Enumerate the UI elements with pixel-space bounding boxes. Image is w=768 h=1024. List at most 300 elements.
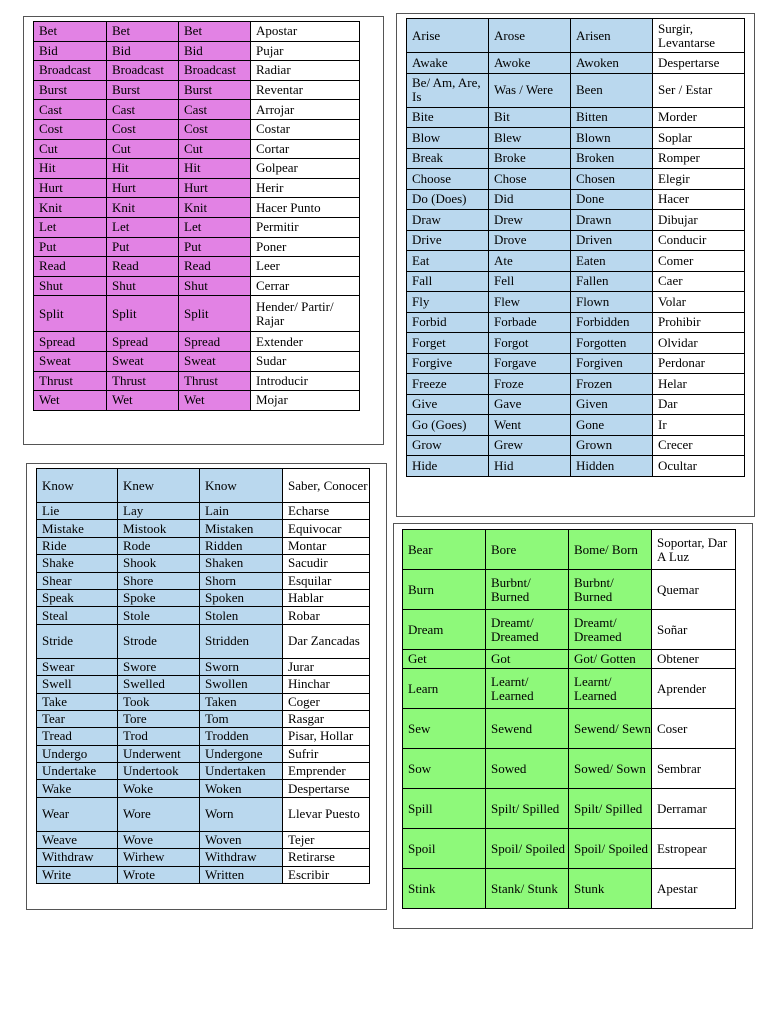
spanish-cell: Romper bbox=[653, 148, 745, 169]
infinitive-cell: Blow bbox=[407, 128, 489, 149]
table-row bbox=[34, 332, 360, 352]
table-row bbox=[34, 371, 360, 391]
table-row bbox=[407, 148, 745, 169]
past-simple-cell: Took bbox=[118, 693, 200, 710]
table-row bbox=[34, 198, 360, 218]
past-simple-cell: Spoil/ Spoiled bbox=[486, 829, 569, 869]
table-row bbox=[37, 658, 370, 675]
spanish-cell: Hender/ Partir/ Rajar bbox=[251, 296, 360, 332]
spanish-cell: Escribir bbox=[283, 866, 370, 883]
infinitive-cell: Cut bbox=[34, 139, 107, 159]
past-participle-cell: Blown bbox=[571, 128, 653, 149]
table-row bbox=[403, 650, 736, 669]
spanish-cell: Apestar bbox=[652, 869, 736, 909]
past-simple-cell: Shut bbox=[107, 276, 179, 296]
table-row bbox=[407, 107, 745, 128]
infinitive-cell: Grow bbox=[407, 435, 489, 456]
pink-verb-table bbox=[33, 21, 360, 411]
past-participle-cell: Stridden bbox=[200, 624, 283, 658]
spanish-cell: Comer bbox=[653, 251, 745, 272]
past-participle-cell: Burbnt/ Burned bbox=[569, 570, 652, 610]
spanish-cell: Dar Zancadas bbox=[283, 624, 370, 658]
table-row bbox=[34, 61, 360, 81]
past-participle-cell: Put bbox=[179, 237, 251, 257]
spanish-cell: Rasgar bbox=[283, 710, 370, 727]
table-row bbox=[407, 230, 745, 251]
infinitive-cell: Speak bbox=[37, 589, 118, 606]
past-participle-cell: Let bbox=[179, 217, 251, 237]
spanish-cell: Hablar bbox=[283, 589, 370, 606]
blue-verb-table-bottom bbox=[36, 468, 370, 884]
table-row bbox=[37, 589, 370, 606]
past-participle-cell: Bome/ Born bbox=[569, 530, 652, 570]
infinitive-cell: Bet bbox=[34, 22, 107, 42]
infinitive-cell: Wake bbox=[37, 780, 118, 797]
table-row bbox=[403, 749, 736, 789]
past-participle-cell: Bet bbox=[179, 22, 251, 42]
past-participle-cell: Swollen bbox=[200, 676, 283, 693]
infinitive-cell: Dream bbox=[403, 610, 486, 650]
past-participle-cell: Done bbox=[571, 189, 653, 210]
table-row bbox=[37, 797, 370, 831]
table-row bbox=[37, 503, 370, 520]
spanish-cell: Radiar bbox=[251, 61, 360, 81]
spanish-cell: Quemar bbox=[652, 570, 736, 610]
spanish-cell: Crecer bbox=[653, 435, 745, 456]
spanish-cell: Echarse bbox=[283, 503, 370, 520]
past-simple-cell: Got bbox=[486, 650, 569, 669]
past-simple-cell: Drew bbox=[489, 210, 571, 231]
infinitive-cell: Tread bbox=[37, 728, 118, 745]
spanish-cell: Sacudir bbox=[283, 555, 370, 572]
past-simple-cell: Cost bbox=[107, 119, 179, 139]
past-participle-cell: Thrust bbox=[179, 371, 251, 391]
past-simple-cell: Forgave bbox=[489, 353, 571, 374]
infinitive-cell: Go (Goes) bbox=[407, 415, 489, 436]
past-simple-cell: Fell bbox=[489, 271, 571, 292]
infinitive-cell: Hurt bbox=[34, 178, 107, 198]
infinitive-cell: Spoil bbox=[403, 829, 486, 869]
past-participle-cell: Given bbox=[571, 394, 653, 415]
spanish-cell: Hinchar bbox=[283, 676, 370, 693]
past-simple-cell: Wet bbox=[107, 391, 179, 411]
table-row bbox=[34, 178, 360, 198]
infinitive-cell: Shake bbox=[37, 555, 118, 572]
past-participle-cell: Awoken bbox=[571, 53, 653, 74]
table-row bbox=[407, 189, 745, 210]
table-row bbox=[407, 394, 745, 415]
spanish-cell: Aprender bbox=[652, 669, 736, 709]
infinitive-cell: Broadcast bbox=[34, 61, 107, 81]
table-row bbox=[37, 849, 370, 866]
infinitive-cell: Bear bbox=[403, 530, 486, 570]
past-simple-cell: Learnt/ Learned bbox=[486, 669, 569, 709]
spanish-cell: Morder bbox=[653, 107, 745, 128]
past-simple-cell: Burbnt/ Burned bbox=[486, 570, 569, 610]
infinitive-cell: Shut bbox=[34, 276, 107, 296]
past-simple-cell: Swelled bbox=[118, 676, 200, 693]
past-participle-cell: Tom bbox=[200, 710, 283, 727]
past-simple-cell: Hurt bbox=[107, 178, 179, 198]
infinitive-cell: Sow bbox=[403, 749, 486, 789]
spanish-cell: Conducir bbox=[653, 230, 745, 251]
spanish-cell: Robar bbox=[283, 607, 370, 624]
spanish-cell: Esquilar bbox=[283, 572, 370, 589]
past-simple-cell: Bet bbox=[107, 22, 179, 42]
past-participle-cell: Hurt bbox=[179, 178, 251, 198]
table-row bbox=[37, 693, 370, 710]
past-participle-cell: Knit bbox=[179, 198, 251, 218]
table-row bbox=[37, 676, 370, 693]
past-participle-cell: Written bbox=[200, 866, 283, 883]
past-simple-cell: Bid bbox=[107, 41, 179, 61]
table-row bbox=[403, 669, 736, 709]
infinitive-cell: Mistake bbox=[37, 520, 118, 537]
spanish-cell: Prohibir bbox=[653, 312, 745, 333]
infinitive-cell: Wear bbox=[37, 797, 118, 831]
spanish-cell: Soplar bbox=[653, 128, 745, 149]
past-simple-cell: Knit bbox=[107, 198, 179, 218]
spanish-cell: Coger bbox=[283, 693, 370, 710]
past-simple-cell: Thrust bbox=[107, 371, 179, 391]
infinitive-cell: Thrust bbox=[34, 371, 107, 391]
table-row bbox=[407, 128, 745, 149]
past-simple-cell: Forbade bbox=[489, 312, 571, 333]
past-participle-cell: Trodden bbox=[200, 728, 283, 745]
past-simple-cell: Sewend bbox=[486, 709, 569, 749]
past-participle-cell: Sworn bbox=[200, 658, 283, 675]
past-simple-cell: Split bbox=[107, 296, 179, 332]
spanish-cell: Helar bbox=[653, 374, 745, 395]
infinitive-cell: Hide bbox=[407, 456, 489, 477]
table-row bbox=[37, 763, 370, 780]
past-simple-cell: Cut bbox=[107, 139, 179, 159]
infinitive-cell: Awake bbox=[407, 53, 489, 74]
blue-verb-card-top bbox=[396, 13, 755, 517]
past-participle-cell: Undertaken bbox=[200, 763, 283, 780]
past-participle-cell: Fallen bbox=[571, 271, 653, 292]
infinitive-cell: Stride bbox=[37, 624, 118, 658]
spanish-cell: Volar bbox=[653, 292, 745, 313]
past-simple-cell: Read bbox=[107, 257, 179, 277]
spanish-cell: Introducir bbox=[251, 371, 360, 391]
spanish-cell: Perdonar bbox=[653, 353, 745, 374]
spanish-cell: Dar bbox=[653, 394, 745, 415]
past-simple-cell: Ate bbox=[489, 251, 571, 272]
past-participle-cell: Stunk bbox=[569, 869, 652, 909]
past-participle-cell: Gone bbox=[571, 415, 653, 436]
past-participle-cell: Spilt/ Spilled bbox=[569, 789, 652, 829]
past-simple-cell: Undertook bbox=[118, 763, 200, 780]
table-row bbox=[37, 780, 370, 797]
spanish-cell: Ser / Estar bbox=[653, 73, 745, 107]
past-participle-cell: Spread bbox=[179, 332, 251, 352]
spanish-cell: Emprender bbox=[283, 763, 370, 780]
past-simple-cell: Froze bbox=[489, 374, 571, 395]
table-row bbox=[34, 22, 360, 42]
table-row bbox=[34, 41, 360, 61]
spanish-cell: Permitir bbox=[251, 217, 360, 237]
table-row bbox=[407, 333, 745, 354]
table-row bbox=[34, 139, 360, 159]
past-participle-cell: Lain bbox=[200, 503, 283, 520]
spanish-cell: Herir bbox=[251, 178, 360, 198]
table-row bbox=[407, 435, 745, 456]
table-row bbox=[407, 169, 745, 190]
pink-verb-card bbox=[23, 16, 384, 445]
past-participle-cell: Broadcast bbox=[179, 61, 251, 81]
infinitive-cell: Put bbox=[34, 237, 107, 257]
past-simple-cell: Grew bbox=[489, 435, 571, 456]
past-simple-cell: Stank/ Stunk bbox=[486, 869, 569, 909]
past-participle-cell: Burst bbox=[179, 80, 251, 100]
past-simple-cell: Awoke bbox=[489, 53, 571, 74]
spanish-cell: Ir bbox=[653, 415, 745, 436]
past-simple-cell: Was / Were bbox=[489, 73, 571, 107]
infinitive-cell: Read bbox=[34, 257, 107, 277]
spanish-cell: Extender bbox=[251, 332, 360, 352]
past-participle-cell: Mistaken bbox=[200, 520, 283, 537]
spanish-cell: Sudar bbox=[251, 351, 360, 371]
spanish-cell: Sembrar bbox=[652, 749, 736, 789]
green-verb-table bbox=[402, 529, 736, 909]
infinitive-cell: Burst bbox=[34, 80, 107, 100]
infinitive-cell: Freeze bbox=[407, 374, 489, 395]
past-simple-cell: Put bbox=[107, 237, 179, 257]
spanish-cell: Coser bbox=[652, 709, 736, 749]
spanish-cell: Hacer Punto bbox=[251, 198, 360, 218]
infinitive-cell: Fly bbox=[407, 292, 489, 313]
spanish-cell: Arrojar bbox=[251, 100, 360, 120]
infinitive-cell: Spill bbox=[403, 789, 486, 829]
spanish-cell: Hacer bbox=[653, 189, 745, 210]
past-simple-cell: Blew bbox=[489, 128, 571, 149]
infinitive-cell: Drive bbox=[407, 230, 489, 251]
past-simple-cell: Cast bbox=[107, 100, 179, 120]
spanish-cell: Pisar, Hollar bbox=[283, 728, 370, 745]
infinitive-cell: Ride bbox=[37, 537, 118, 554]
spanish-cell: Cerrar bbox=[251, 276, 360, 296]
table-row bbox=[37, 469, 370, 503]
past-participle-cell: Drawn bbox=[571, 210, 653, 231]
infinitive-cell: Burn bbox=[403, 570, 486, 610]
past-participle-cell: Wet bbox=[179, 391, 251, 411]
infinitive-cell: Undertake bbox=[37, 763, 118, 780]
spanish-cell: Soñar bbox=[652, 610, 736, 650]
spanish-cell: Soportar, Dar A Luz bbox=[652, 530, 736, 570]
past-participle-cell: Taken bbox=[200, 693, 283, 710]
spanish-cell: Mojar bbox=[251, 391, 360, 411]
infinitive-cell: Withdraw bbox=[37, 849, 118, 866]
spanish-cell: Despertarse bbox=[283, 780, 370, 797]
past-participle-cell: Frozen bbox=[571, 374, 653, 395]
past-participle-cell: Cut bbox=[179, 139, 251, 159]
past-simple-cell: Sweat bbox=[107, 351, 179, 371]
past-simple-cell: Spread bbox=[107, 332, 179, 352]
past-participle-cell: Sewend/ Sewn bbox=[569, 709, 652, 749]
infinitive-cell: Hit bbox=[34, 159, 107, 179]
table-row bbox=[37, 537, 370, 554]
infinitive-cell: Fall bbox=[407, 271, 489, 292]
infinitive-cell: Steal bbox=[37, 607, 118, 624]
table-row bbox=[407, 415, 745, 436]
infinitive-cell: Know bbox=[37, 469, 118, 503]
past-participle-cell: Know bbox=[200, 469, 283, 503]
table-row bbox=[34, 80, 360, 100]
infinitive-cell: Weave bbox=[37, 831, 118, 848]
spanish-cell: Golpear bbox=[251, 159, 360, 179]
past-simple-cell: Tore bbox=[118, 710, 200, 727]
infinitive-cell: Shear bbox=[37, 572, 118, 589]
past-simple-cell: Wrote bbox=[118, 866, 200, 883]
past-simple-cell: Arose bbox=[489, 19, 571, 53]
past-simple-cell: Gave bbox=[489, 394, 571, 415]
infinitive-cell: Lie bbox=[37, 503, 118, 520]
past-simple-cell: Hid bbox=[489, 456, 571, 477]
past-participle-cell: Shut bbox=[179, 276, 251, 296]
table-row bbox=[407, 210, 745, 231]
spanish-cell: Llevar Puesto bbox=[283, 797, 370, 831]
past-participle-cell: Forbidden bbox=[571, 312, 653, 333]
table-row bbox=[34, 159, 360, 179]
past-simple-cell: Drove bbox=[489, 230, 571, 251]
past-simple-cell: Wirhew bbox=[118, 849, 200, 866]
infinitive-cell: Take bbox=[37, 693, 118, 710]
past-participle-cell: Undergone bbox=[200, 745, 283, 762]
infinitive-cell: Tear bbox=[37, 710, 118, 727]
infinitive-cell: Break bbox=[407, 148, 489, 169]
past-simple-cell: Shore bbox=[118, 572, 200, 589]
table-row bbox=[407, 374, 745, 395]
past-simple-cell: Stole bbox=[118, 607, 200, 624]
table-row bbox=[37, 607, 370, 624]
past-participle-cell: Learnt/ Learned bbox=[569, 669, 652, 709]
table-row bbox=[403, 570, 736, 610]
past-simple-cell: Swore bbox=[118, 658, 200, 675]
infinitive-cell: Eat bbox=[407, 251, 489, 272]
past-simple-cell: Burst bbox=[107, 80, 179, 100]
past-simple-cell: Underwent bbox=[118, 745, 200, 762]
infinitive-cell: Swear bbox=[37, 658, 118, 675]
past-participle-cell: Hidden bbox=[571, 456, 653, 477]
past-participle-cell: Sweat bbox=[179, 351, 251, 371]
table-row bbox=[407, 456, 745, 477]
infinitive-cell: Be/ Am, Are, Is bbox=[407, 73, 489, 107]
past-simple-cell: Rode bbox=[118, 537, 200, 554]
past-participle-cell: Worn bbox=[200, 797, 283, 831]
infinitive-cell: Cost bbox=[34, 119, 107, 139]
past-simple-cell: Did bbox=[489, 189, 571, 210]
table-row bbox=[37, 745, 370, 762]
infinitive-cell: Bite bbox=[407, 107, 489, 128]
infinitive-cell: Forbid bbox=[407, 312, 489, 333]
past-simple-cell: Woke bbox=[118, 780, 200, 797]
infinitive-cell: Draw bbox=[407, 210, 489, 231]
spanish-cell: Costar bbox=[251, 119, 360, 139]
past-participle-cell: Chosen bbox=[571, 169, 653, 190]
past-simple-cell: Knew bbox=[118, 469, 200, 503]
table-row bbox=[403, 610, 736, 650]
spanish-cell: Derramar bbox=[652, 789, 736, 829]
spanish-cell: Ocultar bbox=[653, 456, 745, 477]
past-participle-cell: Driven bbox=[571, 230, 653, 251]
past-participle-cell: Been bbox=[571, 73, 653, 107]
table-row bbox=[407, 312, 745, 333]
infinitive-cell: Learn bbox=[403, 669, 486, 709]
past-simple-cell: Spoke bbox=[118, 589, 200, 606]
blue-verb-table-top bbox=[406, 18, 745, 477]
past-participle-cell: Read bbox=[179, 257, 251, 277]
table-row bbox=[34, 100, 360, 120]
table-row bbox=[407, 251, 745, 272]
infinitive-cell: Swell bbox=[37, 676, 118, 693]
spanish-cell: Despertarse bbox=[653, 53, 745, 74]
past-participle-cell: Flown bbox=[571, 292, 653, 313]
past-participle-cell: Forgotten bbox=[571, 333, 653, 354]
past-participle-cell: Eaten bbox=[571, 251, 653, 272]
table-row bbox=[37, 831, 370, 848]
past-simple-cell: Bore bbox=[486, 530, 569, 570]
past-participle-cell: Hit bbox=[179, 159, 251, 179]
past-participle-cell: Grown bbox=[571, 435, 653, 456]
infinitive-cell: Do (Does) bbox=[407, 189, 489, 210]
infinitive-cell: Cast bbox=[34, 100, 107, 120]
past-simple-cell: Spilt/ Spilled bbox=[486, 789, 569, 829]
table-row bbox=[407, 53, 745, 74]
table-row bbox=[34, 119, 360, 139]
past-simple-cell: Sowed bbox=[486, 749, 569, 789]
spanish-cell: Tejer bbox=[283, 831, 370, 848]
table-row bbox=[37, 520, 370, 537]
spanish-cell: Jurar bbox=[283, 658, 370, 675]
past-participle-cell: Forgiven bbox=[571, 353, 653, 374]
past-simple-cell: Mistook bbox=[118, 520, 200, 537]
past-simple-cell: Flew bbox=[489, 292, 571, 313]
spanish-cell: Elegir bbox=[653, 169, 745, 190]
table-row bbox=[407, 292, 745, 313]
past-participle-cell: Dreamt/ Dreamed bbox=[569, 610, 652, 650]
spanish-cell: Reventar bbox=[251, 80, 360, 100]
table-row bbox=[34, 276, 360, 296]
spanish-cell: Obtener bbox=[652, 650, 736, 669]
spanish-cell: Sufrir bbox=[283, 745, 370, 762]
past-participle-cell: Bitten bbox=[571, 107, 653, 128]
table-row bbox=[37, 728, 370, 745]
past-participle-cell: Bid bbox=[179, 41, 251, 61]
infinitive-cell: Spread bbox=[34, 332, 107, 352]
infinitive-cell: Knit bbox=[34, 198, 107, 218]
spanish-cell: Olvidar bbox=[653, 333, 745, 354]
table-row bbox=[34, 391, 360, 411]
past-participle-cell: Spoken bbox=[200, 589, 283, 606]
past-simple-cell: Lay bbox=[118, 503, 200, 520]
past-participle-cell: Broken bbox=[571, 148, 653, 169]
past-participle-cell: Shaken bbox=[200, 555, 283, 572]
table-row bbox=[34, 296, 360, 332]
past-participle-cell: Cost bbox=[179, 119, 251, 139]
infinitive-cell: Stink bbox=[403, 869, 486, 909]
past-simple-cell: Broadcast bbox=[107, 61, 179, 81]
table-row bbox=[407, 73, 745, 107]
past-simple-cell: Let bbox=[107, 217, 179, 237]
table-row bbox=[34, 257, 360, 277]
past-participle-cell: Woken bbox=[200, 780, 283, 797]
past-participle-cell: Split bbox=[179, 296, 251, 332]
table-row bbox=[403, 789, 736, 829]
past-simple-cell: Strode bbox=[118, 624, 200, 658]
infinitive-cell: Give bbox=[407, 394, 489, 415]
past-participle-cell: Ridden bbox=[200, 537, 283, 554]
